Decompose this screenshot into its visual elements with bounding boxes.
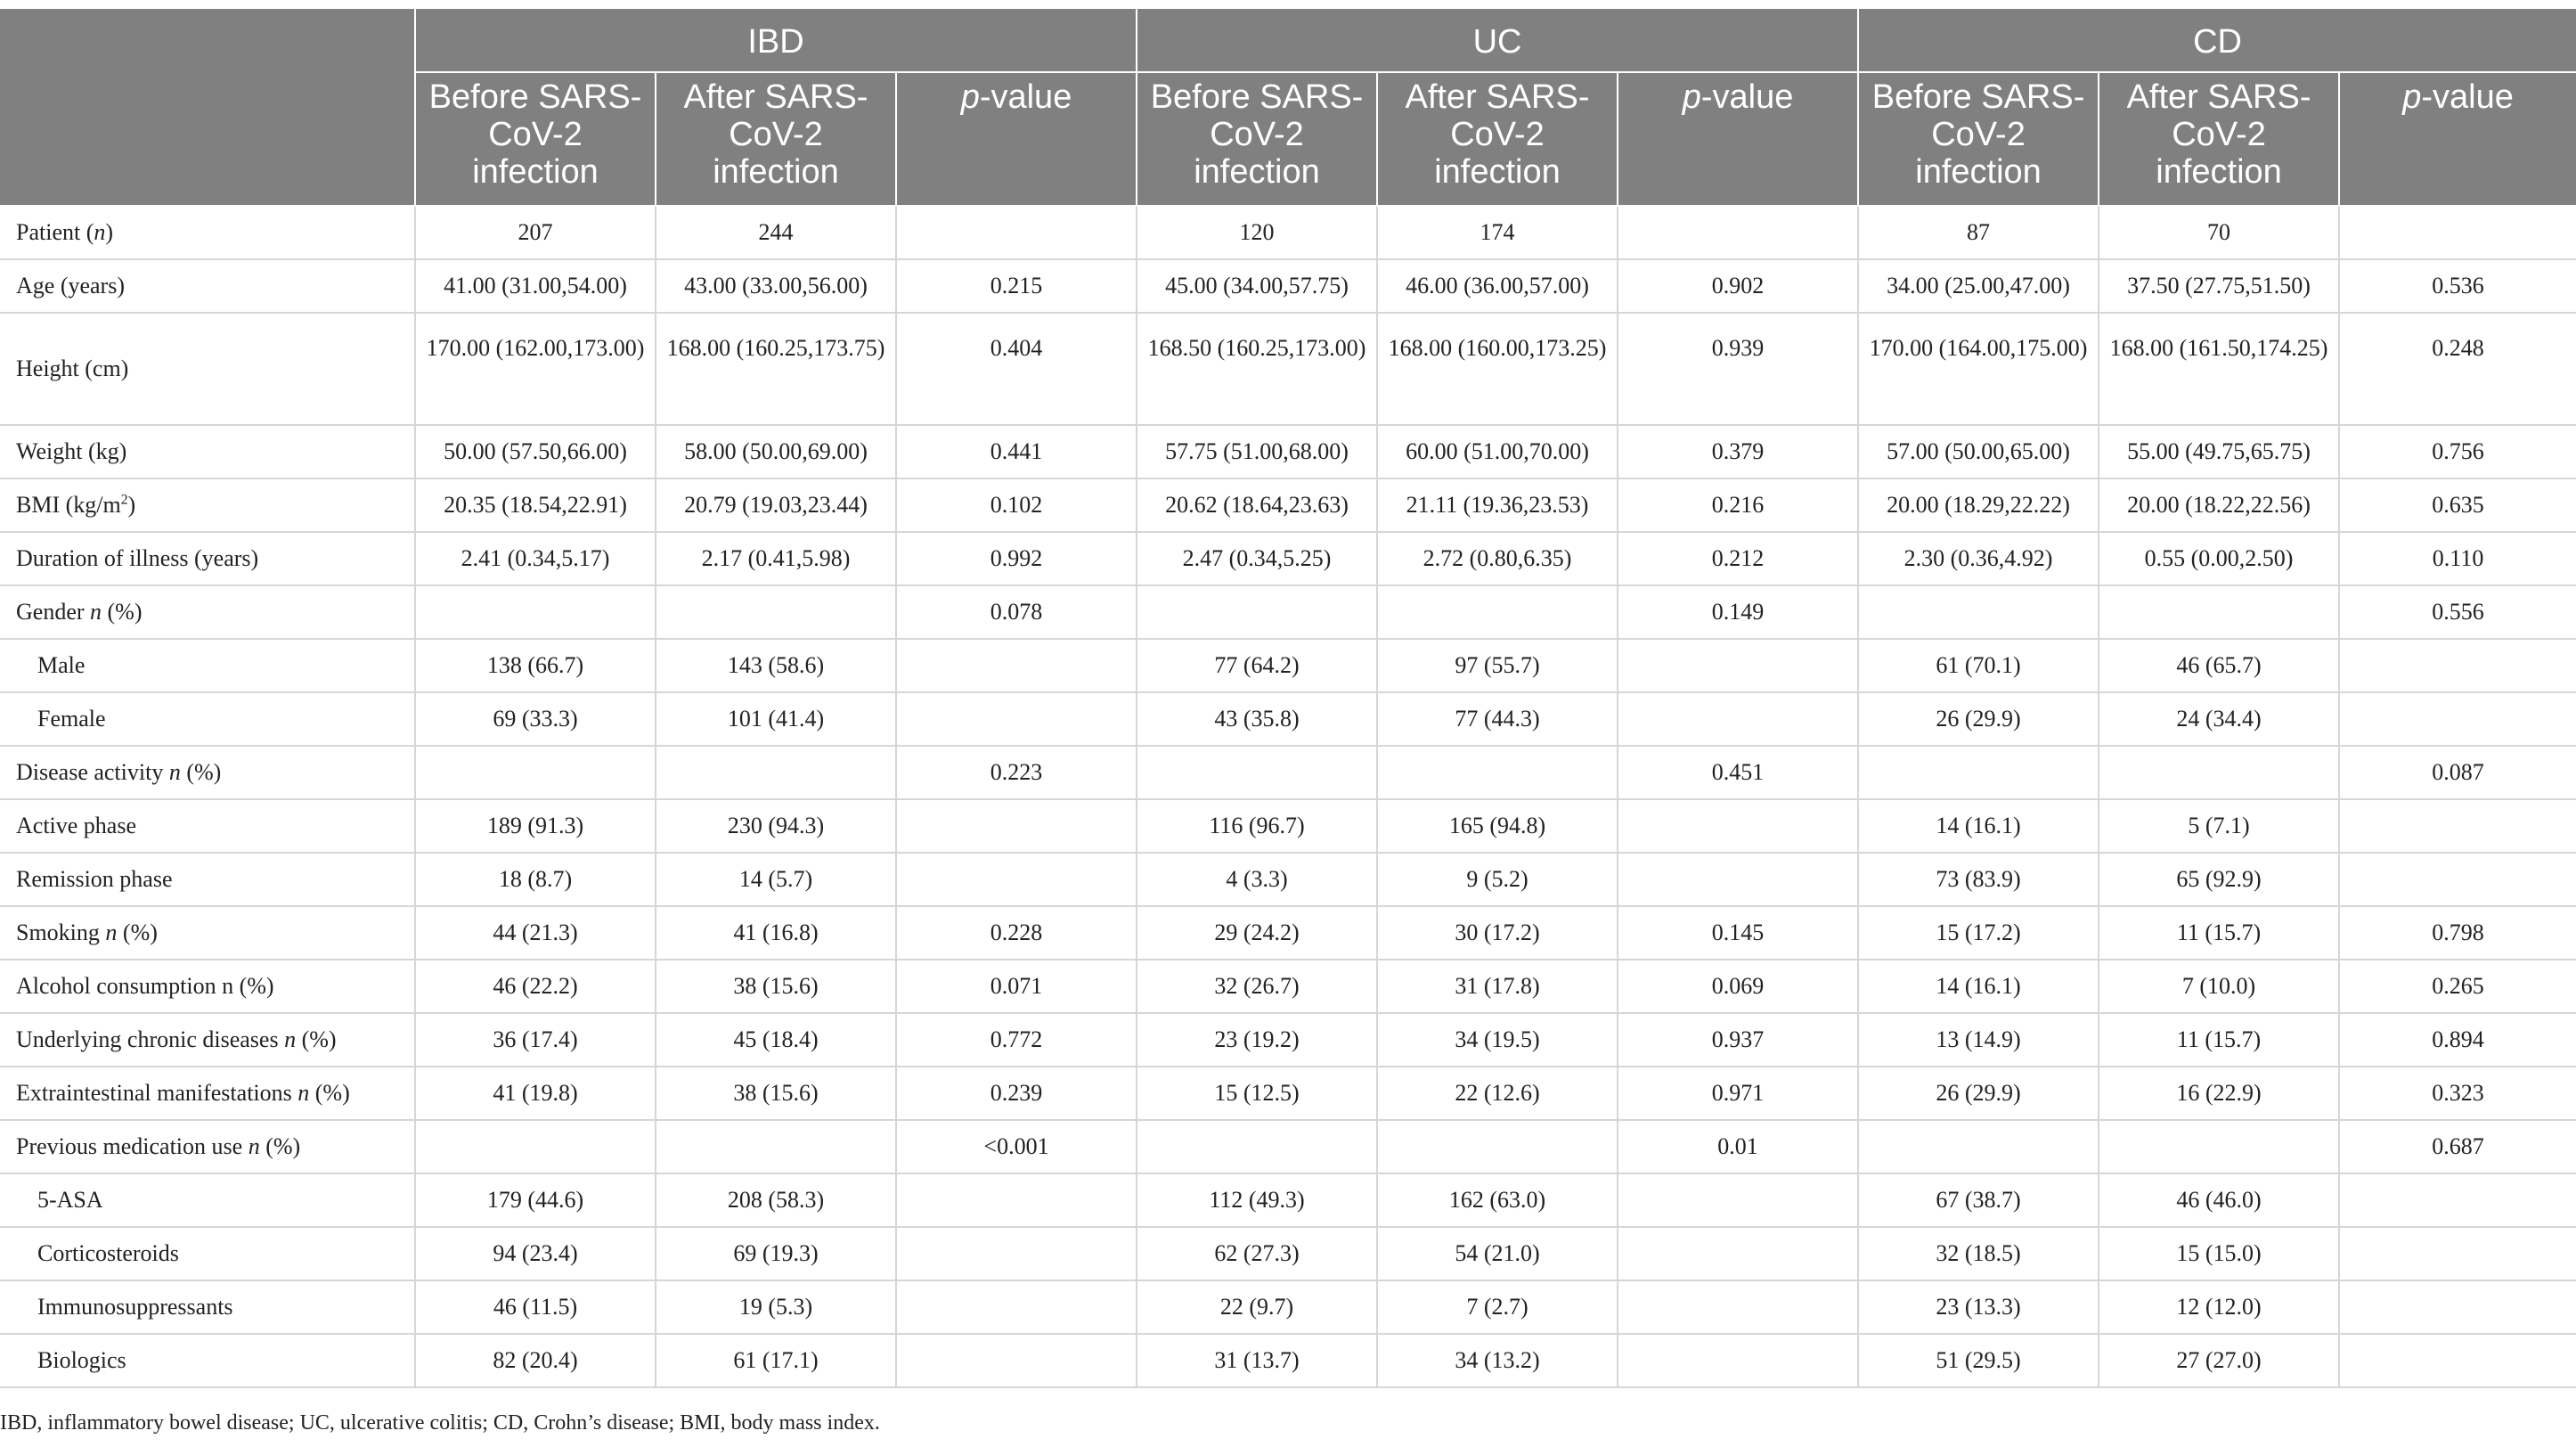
table-cell-uc-after xyxy=(1377,1120,1618,1173)
table-cell-cd-before: 32 (18.5) xyxy=(1858,1227,2099,1280)
table-row xyxy=(0,746,2576,799)
row-label-text: Extraintestinal manifestations xyxy=(16,1080,298,1106)
table-cell-ibd-p-value xyxy=(896,799,1137,853)
row-label xyxy=(0,532,415,585)
table-cell-cd-p-value xyxy=(2339,799,2576,853)
row-label-italic: n xyxy=(94,219,106,245)
table-cell-uc-before xyxy=(1137,746,1377,799)
table-cell-ibd-before: 36 (17.4) xyxy=(415,1013,656,1067)
table-cell-ibd-p-value: 0.992 xyxy=(896,532,1137,585)
table-cell-cd-after: 46 (46.0) xyxy=(2099,1173,2339,1227)
table-row xyxy=(0,1173,2576,1227)
table-cell-uc-before: 116 (96.7) xyxy=(1137,799,1377,853)
row-label-text: 5-ASA xyxy=(37,1187,103,1213)
table-cell-cd-before: 34.00 (25.00,47.00) xyxy=(1858,259,2099,313)
group-header-uc: UC xyxy=(1137,8,1858,72)
row-label-text: Height (cm) xyxy=(16,356,129,381)
table-cell-cd-before: 23 (13.3) xyxy=(1858,1280,2099,1334)
table-cell-cd-before: 87 xyxy=(1858,206,2099,259)
table-cell-uc-p-value xyxy=(1618,853,1858,906)
table-cell-cd-after: 37.50 (27.75,51.50) xyxy=(2099,259,2339,313)
table-row xyxy=(0,960,2576,1013)
table-cell-uc-p-value: 0.379 xyxy=(1618,425,1858,478)
table-row xyxy=(0,1334,2576,1387)
table-cell-uc-after: 2.72 (0.80,6.35) xyxy=(1377,532,1618,585)
row-label-italic: n xyxy=(248,1133,260,1159)
table-cell-uc-after: 30 (17.2) xyxy=(1377,906,1618,960)
table-cell-uc-after xyxy=(1377,585,1618,639)
table-cell-ibd-p-value xyxy=(896,1173,1137,1227)
table-row xyxy=(0,906,2576,960)
table-cell-cd-p-value: 0.110 xyxy=(2339,532,2576,585)
table-cell-cd-after: 55.00 (49.75,65.75) xyxy=(2099,425,2339,478)
table-cell-uc-after: 165 (94.8) xyxy=(1377,799,1618,853)
row-label xyxy=(0,425,415,478)
table-cell-cd-after xyxy=(2099,746,2339,799)
table-cell-uc-before: 45.00 (34.00,57.75) xyxy=(1137,259,1377,313)
p-label-rest: -value xyxy=(2421,78,2514,116)
table-cell-ibd-before: 2.41 (0.34,5.17) xyxy=(415,532,656,585)
row-label xyxy=(0,799,415,853)
table-cell-cd-before: 170.00 (164.00,175.00) xyxy=(1858,313,2099,425)
table-cell-ibd-after: 45 (18.4) xyxy=(656,1013,896,1067)
ibd-p-value-header xyxy=(896,72,1137,206)
table-row xyxy=(0,1067,2576,1120)
table-cell-cd-p-value: 0.248 xyxy=(2339,313,2576,425)
table-cell-cd-p-value: 0.798 xyxy=(2339,906,2576,960)
table-cell-ibd-after: 38 (15.6) xyxy=(656,1067,896,1120)
table-cell-cd-after: 11 (15.7) xyxy=(2099,906,2339,960)
table-row xyxy=(0,206,2576,259)
table-cell-cd-after: 5 (7.1) xyxy=(2099,799,2339,853)
row-label xyxy=(0,853,415,906)
table-cell-cd-before: 14 (16.1) xyxy=(1858,799,2099,853)
row-label xyxy=(0,746,415,799)
cd-p-value-header xyxy=(2339,72,2576,206)
table-cell-uc-after: 7 (2.7) xyxy=(1377,1280,1618,1334)
table-cell-cd-before xyxy=(1858,585,2099,639)
table-cell-ibd-before: 189 (91.3) xyxy=(415,799,656,853)
table-cell-cd-before: 26 (29.9) xyxy=(1858,1067,2099,1120)
row-label xyxy=(0,259,415,313)
table-row xyxy=(0,1227,2576,1280)
group-header-ibd: IBD xyxy=(415,8,1137,72)
row-label-text: Duration of illness (years) xyxy=(16,545,259,571)
table-cell-uc-p-value xyxy=(1618,1227,1858,1280)
table-cell-uc-after: 168.00 (160.00,173.25) xyxy=(1377,313,1618,425)
row-label xyxy=(0,906,415,960)
p-label-italic: p xyxy=(960,78,980,116)
table-cell-uc-p-value xyxy=(1618,1173,1858,1227)
table-cell-uc-before: 168.50 (160.25,173.00) xyxy=(1137,313,1377,425)
table-cell-ibd-after: 230 (94.3) xyxy=(656,799,896,853)
table-cell-cd-p-value: 0.536 xyxy=(2339,259,2576,313)
table-row xyxy=(0,313,2576,425)
table-cell-ibd-after xyxy=(656,1120,896,1173)
uc-before-header: Before SARS-CoV-2 infection xyxy=(1137,72,1377,206)
table-cell-uc-p-value: 0.145 xyxy=(1618,906,1858,960)
table-cell-uc-after: 162 (63.0) xyxy=(1377,1173,1618,1227)
table-cell-ibd-p-value: 0.228 xyxy=(896,906,1137,960)
row-label xyxy=(0,1227,415,1280)
table-row xyxy=(0,425,2576,478)
table-cell-cd-after: 16 (22.9) xyxy=(2099,1067,2339,1120)
table-body xyxy=(0,206,2576,1387)
table-cell-ibd-p-value: 0.102 xyxy=(896,478,1137,532)
row-label-tail: ) xyxy=(127,492,136,518)
table-cell-ibd-before: 18 (8.7) xyxy=(415,853,656,906)
table-cell-uc-after: 21.11 (19.36,23.53) xyxy=(1377,478,1618,532)
table-cell-uc-after: 77 (44.3) xyxy=(1377,692,1618,746)
table-cell-cd-after: 0.55 (0.00,2.50) xyxy=(2099,532,2339,585)
table-cell-ibd-before xyxy=(415,585,656,639)
table-row xyxy=(0,1013,2576,1067)
table-cell-cd-after xyxy=(2099,585,2339,639)
table-cell-cd-after: 11 (15.7) xyxy=(2099,1013,2339,1067)
table-cell-cd-after xyxy=(2099,1120,2339,1173)
table-row xyxy=(0,692,2576,746)
table-cell-cd-p-value xyxy=(2339,1173,2576,1227)
row-label-italic: n xyxy=(105,920,118,945)
table-cell-cd-before: 57.00 (50.00,65.00) xyxy=(1858,425,2099,478)
row-label-text: Alcohol consumption n (%) xyxy=(16,973,274,999)
row-label-text: Age (years) xyxy=(16,273,125,298)
table-cell-ibd-p-value xyxy=(896,639,1137,692)
table-cell-cd-after: 46 (65.7) xyxy=(2099,639,2339,692)
table-cell-uc-before: 31 (13.7) xyxy=(1137,1334,1377,1387)
table-cell-ibd-after: 61 (17.1) xyxy=(656,1334,896,1387)
row-label xyxy=(0,313,415,425)
table-cell-uc-before: 62 (27.3) xyxy=(1137,1227,1377,1280)
table-cell-cd-p-value xyxy=(2339,639,2576,692)
table-cell-cd-p-value: 0.323 xyxy=(2339,1067,2576,1120)
table-cell-ibd-p-value: 0.223 xyxy=(896,746,1137,799)
table-cell-ibd-before: 207 xyxy=(415,206,656,259)
table-cell-uc-before xyxy=(1137,585,1377,639)
row-label-text: Remission phase xyxy=(16,866,173,892)
corner-header-cell xyxy=(0,8,415,206)
table-cell-uc-p-value xyxy=(1618,692,1858,746)
row-label xyxy=(0,206,415,259)
table-cell-uc-before: 112 (49.3) xyxy=(1137,1173,1377,1227)
table-cell-cd-p-value xyxy=(2339,206,2576,259)
table-cell-ibd-p-value: 0.239 xyxy=(896,1067,1137,1120)
row-label-text: Corticosteroids xyxy=(37,1240,179,1266)
ibd-before-header: Before SARS-CoV-2 infection xyxy=(415,72,656,206)
table-cell-uc-after: 9 (5.2) xyxy=(1377,853,1618,906)
table-row xyxy=(0,585,2576,639)
table-cell-uc-p-value: 0.212 xyxy=(1618,532,1858,585)
table-cell-uc-after: 34 (13.2) xyxy=(1377,1334,1618,1387)
table-cell-uc-p-value: 0.971 xyxy=(1618,1067,1858,1120)
table-cell-cd-p-value: 0.756 xyxy=(2339,425,2576,478)
table-cell-uc-before: 2.47 (0.34,5.25) xyxy=(1137,532,1377,585)
table-row xyxy=(0,1120,2576,1173)
table-cell-cd-before: 51 (29.5) xyxy=(1858,1334,2099,1387)
table-cell-uc-p-value xyxy=(1618,1280,1858,1334)
row-label-tail: (%) xyxy=(296,1026,337,1052)
table-cell-uc-before: 20.62 (18.64,23.63) xyxy=(1137,478,1377,532)
table-cell-cd-before xyxy=(1858,1120,2099,1173)
table-cell-ibd-before: 82 (20.4) xyxy=(415,1334,656,1387)
table-cell-ibd-after: 2.17 (0.41,5.98) xyxy=(656,532,896,585)
table-cell-cd-after: 24 (34.4) xyxy=(2099,692,2339,746)
row-label xyxy=(0,1013,415,1067)
table-cell-ibd-after: 69 (19.3) xyxy=(656,1227,896,1280)
table-cell-uc-p-value: 0.902 xyxy=(1618,259,1858,313)
table-cell-uc-after: 31 (17.8) xyxy=(1377,960,1618,1013)
row-label-italic: n xyxy=(284,1026,297,1052)
row-label-text: Weight (kg) xyxy=(16,438,127,464)
cd-after-header: After SARS-CoV-2 infection xyxy=(2099,72,2339,206)
table-cell-ibd-p-value: 0.404 xyxy=(896,313,1137,425)
table-cell-cd-after: 70 xyxy=(2099,206,2339,259)
table-cell-uc-after: 22 (12.6) xyxy=(1377,1067,1618,1120)
table-cell-uc-before: 4 (3.3) xyxy=(1137,853,1377,906)
row-label-text: Underlying chronic diseases xyxy=(16,1026,285,1052)
table-cell-uc-before: 43 (35.8) xyxy=(1137,692,1377,746)
row-label-tail: (%) xyxy=(102,599,143,625)
table-row xyxy=(0,532,2576,585)
table-cell-uc-before: 15 (12.5) xyxy=(1137,1067,1377,1120)
table-cell-cd-after: 7 (10.0) xyxy=(2099,960,2339,1013)
row-label xyxy=(0,478,415,532)
row-label-text: Patient ( xyxy=(16,219,94,245)
row-label-text: Immunosuppressants xyxy=(37,1294,233,1320)
row-label-text: Male xyxy=(37,652,86,678)
table-cell-cd-after: 15 (15.0) xyxy=(2099,1227,2339,1280)
table-cell-cd-p-value: 0.687 xyxy=(2339,1120,2576,1173)
table-cell-uc-after xyxy=(1377,746,1618,799)
table-cell-cd-before: 13 (14.9) xyxy=(1858,1013,2099,1067)
table-row xyxy=(0,478,2576,532)
table-cell-cd-before: 67 (38.7) xyxy=(1858,1173,2099,1227)
table-cell-ibd-after: 14 (5.7) xyxy=(656,853,896,906)
table-cell-ibd-p-value xyxy=(896,206,1137,259)
table-cell-ibd-before: 138 (66.7) xyxy=(415,639,656,692)
row-label-text: BMI (kg/m xyxy=(16,492,121,518)
cd-before-header: Before SARS-CoV-2 infection xyxy=(1858,72,2099,206)
table-cell-cd-before: 61 (70.1) xyxy=(1858,639,2099,692)
table-cell-ibd-after: 20.79 (19.03,23.44) xyxy=(656,478,896,532)
table-cell-ibd-p-value: 0.071 xyxy=(896,960,1137,1013)
table-cell-cd-before: 20.00 (18.29,22.22) xyxy=(1858,478,2099,532)
table-cell-ibd-p-value: <0.001 xyxy=(896,1120,1137,1173)
group-header-row xyxy=(0,8,2576,72)
table-cell-uc-after: 46.00 (36.00,57.00) xyxy=(1377,259,1618,313)
table-cell-uc-after: 60.00 (51.00,70.00) xyxy=(1377,425,1618,478)
table-cell-cd-p-value xyxy=(2339,1227,2576,1280)
row-label-text: Disease activity xyxy=(16,759,169,785)
table-cell-cd-p-value xyxy=(2339,692,2576,746)
row-label-tail: (%) xyxy=(259,1133,301,1159)
table-cell-ibd-after xyxy=(656,585,896,639)
table-cell-uc-after: 34 (19.5) xyxy=(1377,1013,1618,1067)
table-cell-ibd-after: 168.00 (160.25,173.75) xyxy=(656,313,896,425)
table-cell-uc-p-value: 0.451 xyxy=(1618,746,1858,799)
table-cell-uc-p-value xyxy=(1618,799,1858,853)
table-cell-cd-after: 20.00 (18.22,22.56) xyxy=(2099,478,2339,532)
table-cell-uc-p-value: 0.937 xyxy=(1618,1013,1858,1067)
table-cell-cd-p-value: 0.087 xyxy=(2339,746,2576,799)
table-cell-uc-after: 97 (55.7) xyxy=(1377,639,1618,692)
table-cell-ibd-before: 170.00 (162.00,173.00) xyxy=(415,313,656,425)
table-cell-uc-before: 57.75 (51.00,68.00) xyxy=(1137,425,1377,478)
group-header-cd: CD xyxy=(1858,8,2576,72)
table-cell-ibd-before: 94 (23.4) xyxy=(415,1227,656,1280)
row-label-text: Active phase xyxy=(16,813,137,838)
table-cell-ibd-p-value xyxy=(896,1280,1137,1334)
uc-after-header: After SARS-CoV-2 infection xyxy=(1377,72,1618,206)
table-cell-ibd-before: 69 (33.3) xyxy=(415,692,656,746)
table-cell-uc-p-value xyxy=(1618,1334,1858,1387)
table-cell-uc-p-value: 0.149 xyxy=(1618,585,1858,639)
table-cell-ibd-before: 20.35 (18.54,22.91) xyxy=(415,478,656,532)
table-cell-ibd-after: 143 (58.6) xyxy=(656,639,896,692)
row-label-text: Gender xyxy=(16,599,91,625)
table-cell-uc-before: 29 (24.2) xyxy=(1137,906,1377,960)
table-cell-ibd-after: 43.00 (33.00,56.00) xyxy=(656,259,896,313)
row-label xyxy=(0,692,415,746)
table-cell-cd-before xyxy=(1858,746,2099,799)
table-cell-ibd-after: 19 (5.3) xyxy=(656,1280,896,1334)
table-cell-ibd-p-value: 0.078 xyxy=(896,585,1137,639)
row-label-italic: n xyxy=(298,1080,310,1106)
row-label xyxy=(0,1173,415,1227)
table-cell-cd-after: 65 (92.9) xyxy=(2099,853,2339,906)
table-footnote: IBD, inflammatory bowel disease; UC, ulcerative colitis; CD, Crohn’s disease; BMI, body mass index. xyxy=(0,1411,880,1435)
p-label-rest: -value xyxy=(1700,78,1794,116)
row-label-text: Smoking xyxy=(16,920,106,945)
table-cell-ibd-before: 44 (21.3) xyxy=(415,906,656,960)
table-cell-ibd-p-value xyxy=(896,1334,1137,1387)
table-cell-uc-before: 23 (19.2) xyxy=(1137,1013,1377,1067)
table-cell-cd-p-value: 0.894 xyxy=(2339,1013,2576,1067)
row-label xyxy=(0,1334,415,1387)
table-cell-cd-p-value xyxy=(2339,1334,2576,1387)
row-label-italic: n xyxy=(168,759,181,785)
table-cell-ibd-p-value xyxy=(896,692,1137,746)
table-cell-uc-after: 174 xyxy=(1377,206,1618,259)
row-label-text: Female xyxy=(37,706,106,732)
table-cell-uc-p-value xyxy=(1618,206,1858,259)
table-cell-ibd-p-value: 0.441 xyxy=(896,425,1137,478)
table-row xyxy=(0,639,2576,692)
table-cell-uc-p-value: 0.216 xyxy=(1618,478,1858,532)
table-cell-uc-p-value: 0.939 xyxy=(1618,313,1858,425)
table-row xyxy=(0,1280,2576,1334)
row-label xyxy=(0,639,415,692)
table-cell-cd-p-value: 0.265 xyxy=(2339,960,2576,1013)
table-cell-ibd-before xyxy=(415,1120,656,1173)
row-label xyxy=(0,960,415,1013)
uc-p-value-header xyxy=(1618,72,1858,206)
row-label xyxy=(0,585,415,639)
table-row xyxy=(0,799,2576,853)
table-cell-uc-before: 77 (64.2) xyxy=(1137,639,1377,692)
table-cell-ibd-after: 244 xyxy=(656,206,896,259)
row-label-superscript: 2 xyxy=(120,492,128,508)
table-cell-uc-before: 32 (26.7) xyxy=(1137,960,1377,1013)
table-cell-ibd-p-value xyxy=(896,853,1137,906)
row-label-tail: (%) xyxy=(309,1080,350,1106)
table-cell-ibd-before: 41.00 (31.00,54.00) xyxy=(415,259,656,313)
row-label-text: Previous medication use xyxy=(16,1133,249,1159)
row-label-tail: (%) xyxy=(117,920,158,945)
table-cell-ibd-p-value: 0.772 xyxy=(896,1013,1137,1067)
table-cell-ibd-before: 46 (11.5) xyxy=(415,1280,656,1334)
table-cell-cd-after: 27 (27.0) xyxy=(2099,1334,2339,1387)
table-cell-cd-p-value xyxy=(2339,853,2576,906)
row-label xyxy=(0,1120,415,1173)
table-cell-cd-before: 73 (83.9) xyxy=(1858,853,2099,906)
p-label-italic: p xyxy=(2402,78,2422,116)
table-row xyxy=(0,853,2576,906)
table-cell-cd-before: 14 (16.1) xyxy=(1858,960,2099,1013)
table-cell-ibd-after: 38 (15.6) xyxy=(656,960,896,1013)
table-cell-ibd-after: 101 (41.4) xyxy=(656,692,896,746)
table-cell-cd-before: 15 (17.2) xyxy=(1858,906,2099,960)
table-cell-cd-p-value xyxy=(2339,1280,2576,1334)
table-header xyxy=(0,8,2576,206)
table-cell-cd-after: 168.00 (161.50,174.25) xyxy=(2099,313,2339,425)
table-cell-uc-p-value: 0.069 xyxy=(1618,960,1858,1013)
row-label-text: Biologics xyxy=(37,1347,126,1373)
table-cell-ibd-after xyxy=(656,746,896,799)
p-label-rest: -value xyxy=(979,78,1072,116)
table-cell-ibd-before: 50.00 (57.50,66.00) xyxy=(415,425,656,478)
table-cell-uc-after: 54 (21.0) xyxy=(1377,1227,1618,1280)
table-cell-uc-before: 120 xyxy=(1137,206,1377,259)
table-cell-cd-p-value: 0.556 xyxy=(2339,585,2576,639)
characteristics-table xyxy=(0,7,2576,1388)
table-cell-ibd-after: 58.00 (50.00,69.00) xyxy=(656,425,896,478)
table-cell-ibd-before: 41 (19.8) xyxy=(415,1067,656,1120)
table-cell-ibd-after: 208 (58.3) xyxy=(656,1173,896,1227)
table-cell-ibd-p-value: 0.215 xyxy=(896,259,1137,313)
row-label-tail: ) xyxy=(105,219,114,245)
table-cell-ibd-after: 41 (16.8) xyxy=(656,906,896,960)
table-cell-ibd-before: 46 (22.2) xyxy=(415,960,656,1013)
table-cell-ibd-before xyxy=(415,746,656,799)
table-cell-ibd-p-value xyxy=(896,1227,1137,1280)
table-row xyxy=(0,259,2576,313)
table-cell-uc-before xyxy=(1137,1120,1377,1173)
p-label-italic: p xyxy=(1682,78,1701,116)
table-cell-uc-p-value: 0.01 xyxy=(1618,1120,1858,1173)
ibd-after-header: After SARS-CoV-2 infection xyxy=(656,72,896,206)
row-label-tail: (%) xyxy=(180,759,222,785)
table-cell-uc-before: 22 (9.7) xyxy=(1137,1280,1377,1334)
table-cell-cd-before: 2.30 (0.36,4.92) xyxy=(1858,532,2099,585)
table-cell-cd-before: 26 (29.9) xyxy=(1858,692,2099,746)
table-cell-cd-after: 12 (12.0) xyxy=(2099,1280,2339,1334)
table-cell-ibd-before: 179 (44.6) xyxy=(415,1173,656,1227)
table-cell-cd-p-value: 0.635 xyxy=(2339,478,2576,532)
row-label xyxy=(0,1067,415,1120)
row-label xyxy=(0,1280,415,1334)
table-cell-uc-p-value xyxy=(1618,639,1858,692)
row-label-italic: n xyxy=(90,599,102,625)
